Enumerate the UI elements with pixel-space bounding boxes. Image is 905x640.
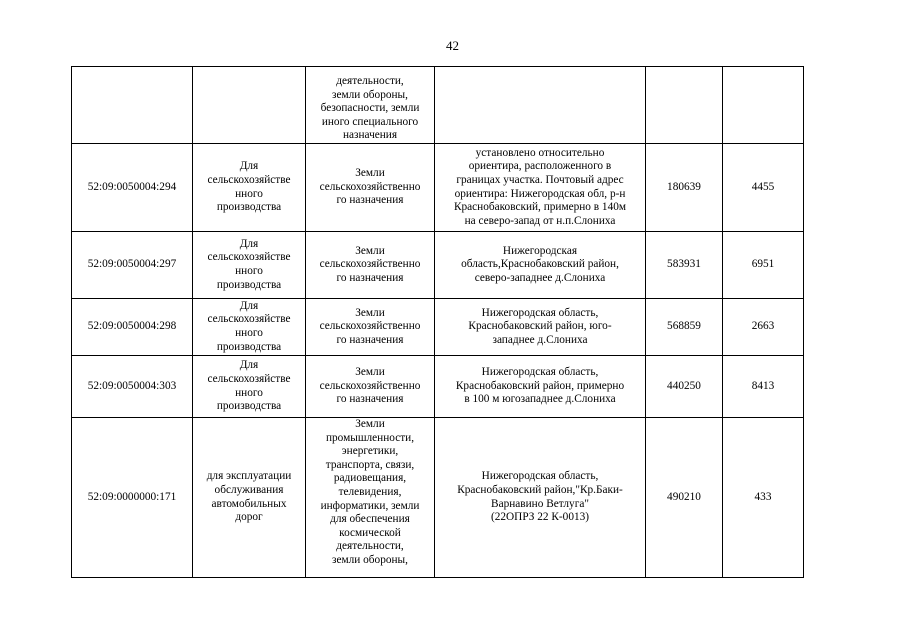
location-cell (435, 67, 646, 144)
cadastral-number-cell: 52:09:0050004:298 (72, 299, 193, 356)
location-cell: Нижегородская область, Краснобаковский район, юго- западнее д.Слониха (435, 299, 646, 356)
cadastral-number-cell: 52:09:0000000:171 (72, 418, 193, 578)
area-cell: 583931 (646, 232, 723, 299)
land-plots-table (71, 66, 804, 578)
area-cell: 568859 (646, 299, 723, 356)
permitted-use-cell: Для сельскохозяйстве нного производства (193, 144, 306, 232)
table-row (72, 232, 804, 299)
land-category-cell: Земли сельскохозяйственно го назначения (306, 144, 435, 232)
cost-cell: 4455 (723, 144, 804, 232)
table-row (72, 299, 804, 356)
table-row (72, 356, 804, 418)
area-cell: 440250 (646, 356, 723, 418)
cost-cell: 433 (723, 418, 804, 578)
permitted-use-cell (193, 67, 306, 144)
land-category-cell: Земли промышленности, энергетики, транспорта, связи, радиовещания, телевидения, информатики, земли для обеспечения космической деятельности, земли обороны, (306, 418, 435, 578)
location-cell: установлено относительно ориентира, расположенного в границах участка. Почтовый адрес ориентира: Нижегородская обл, р-н Краснобаковский, примерно в 140м на северо-запад от н.п.Слониха (435, 144, 646, 232)
permitted-use-cell: Для сельскохозяйстве нного производства (193, 232, 306, 299)
cadastral-number-cell (72, 67, 193, 144)
location-cell: Нижегородская область,Краснобаковский район, северо-западнее д.Слониха (435, 232, 646, 299)
cost-cell: 8413 (723, 356, 804, 418)
cadastral-number-cell: 52:09:0050004:294 (72, 144, 193, 232)
area-cell (646, 67, 723, 144)
table-row (72, 418, 804, 578)
land-category-cell: Земли сельскохозяйственно го назначения (306, 232, 435, 299)
permitted-use-cell: Для сельскохозяйстве нного производства (193, 356, 306, 418)
cost-cell: 2663 (723, 299, 804, 356)
cost-cell (723, 67, 804, 144)
land-category-cell: Земли сельскохозяйственно го назначения (306, 299, 435, 356)
permitted-use-cell: для эксплуатации обслуживания автомобильных дорог (193, 418, 306, 578)
table-row (72, 67, 804, 144)
permitted-use-cell: Для сельскохозяйстве нного производства (193, 299, 306, 356)
location-cell: Нижегородская область, Краснобаковский район, примерно в 100 м югозападнее д.Слониха (435, 356, 646, 418)
location-cell: Нижегородская область, Краснобаковский район,"Кр.Баки- Варнавино Ветлуга" (22ОПРЗ 22 К-0013) (435, 418, 646, 578)
page-number: 42 (446, 38, 459, 53)
land-category-cell: Земли сельскохозяйственно го назначения (306, 356, 435, 418)
cost-cell: 6951 (723, 232, 804, 299)
land-category-cell: деятельности, земли обороны, безопасности, земли иного специального назначения (306, 67, 435, 144)
cadastral-number-cell: 52:09:0050004:297 (72, 232, 193, 299)
area-cell: 490210 (646, 418, 723, 578)
area-cell: 180639 (646, 144, 723, 232)
cadastral-number-cell: 52:09:0050004:303 (72, 356, 193, 418)
table-row (72, 144, 804, 232)
